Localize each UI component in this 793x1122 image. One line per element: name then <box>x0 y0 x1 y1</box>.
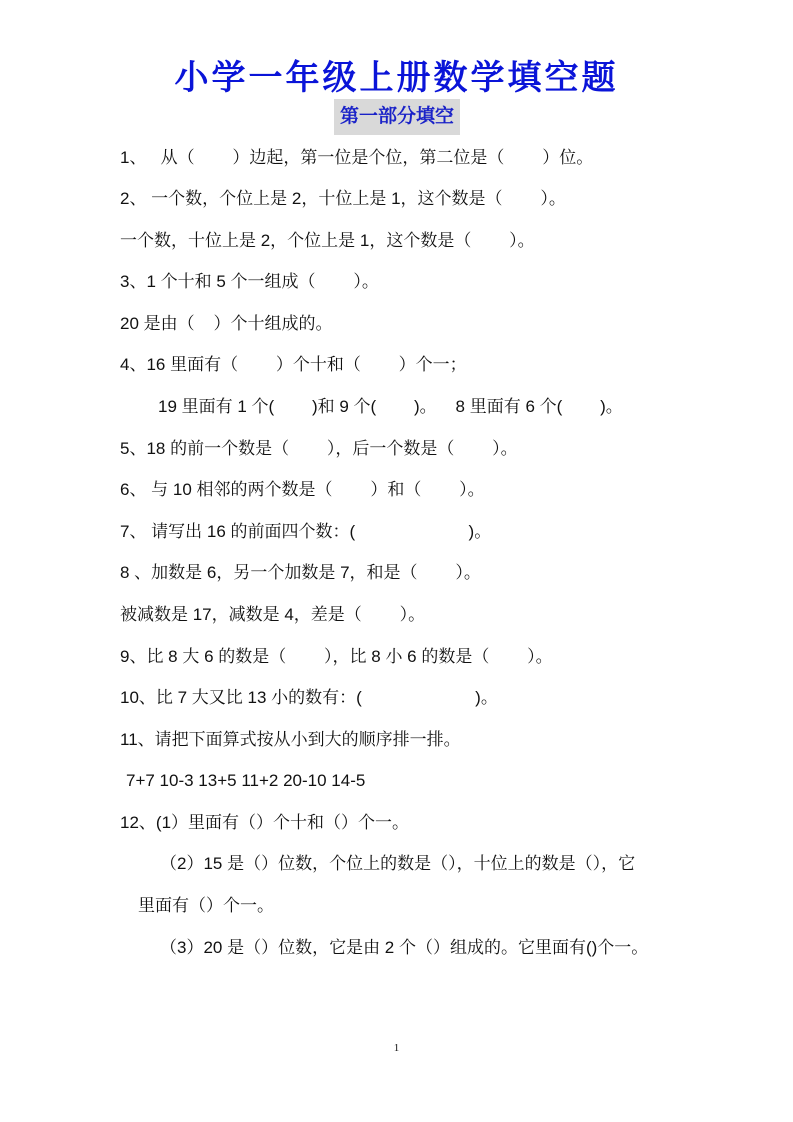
question-3b: 20 是由（ ）个十组成的。 <box>120 314 333 333</box>
question-2a: 2、 一个数，个位上是 2，十位上是 1，这个数是（ ）。 <box>120 189 566 208</box>
question-12-2a: （2）15 是（）位数，个位上的数是（），十位上的数是（），它 <box>160 854 636 873</box>
question-11-expressions: 7+7 10-3 13+5 11+2 20-10 14-5 <box>126 771 366 790</box>
question-6: 6、 与 10 相邻的两个数是（ ）和（ ）。 <box>120 480 485 499</box>
page-number: 1 <box>393 1042 400 1054</box>
question-12-1: 12、(1）里面有（）个十和（）个一。 <box>120 813 410 832</box>
question-4b: 19 里面有 1 个( )和 9 个( )。 8 里面有 6 个( )。 <box>158 397 623 416</box>
document-title: 小学一年级上册数学填空题 <box>174 58 619 98</box>
question-2b: 一个数，十位上是 2，个位上是 1，这个数是（ ）。 <box>120 231 535 250</box>
question-12-2b: 里面有（）个一。 <box>138 896 274 915</box>
question-5: 5、18 的前一个数是（ ），后一个数是（ ）。 <box>120 439 518 458</box>
question-9: 9、比 8 大 6 的数是（ ），比 8 小 6 的数是（ ）。 <box>120 647 553 666</box>
question-7: 7、 请写出 16 的前面四个数：( )。 <box>120 522 492 541</box>
question-8a: 8 、加数是 6，另一个加数是 7，和是（ ）。 <box>120 563 481 582</box>
section-heading: 第一部分填空 <box>334 99 460 135</box>
question-12-3: （3）20 是（）位数，它是由 2 个（）组成的。它里面有()个一。 <box>160 938 649 957</box>
question-1: 1、 从（ ）边起，第一位是个位，第二位是（ ）位。 <box>120 148 594 167</box>
question-4a: 4、16 里面有（ ）个十和（ ）个一； <box>120 355 467 374</box>
question-11: 11、请把下面算式按从小到大的顺序排一排。 <box>120 730 461 749</box>
question-3a: 3、1 个十和 5 个一组成（ ）。 <box>120 272 379 291</box>
question-10: 10、比 7 大又比 13 小的数有：( )。 <box>120 688 498 707</box>
question-8b: 被减数是 17，减数是 4，差是（ ）。 <box>120 605 426 624</box>
